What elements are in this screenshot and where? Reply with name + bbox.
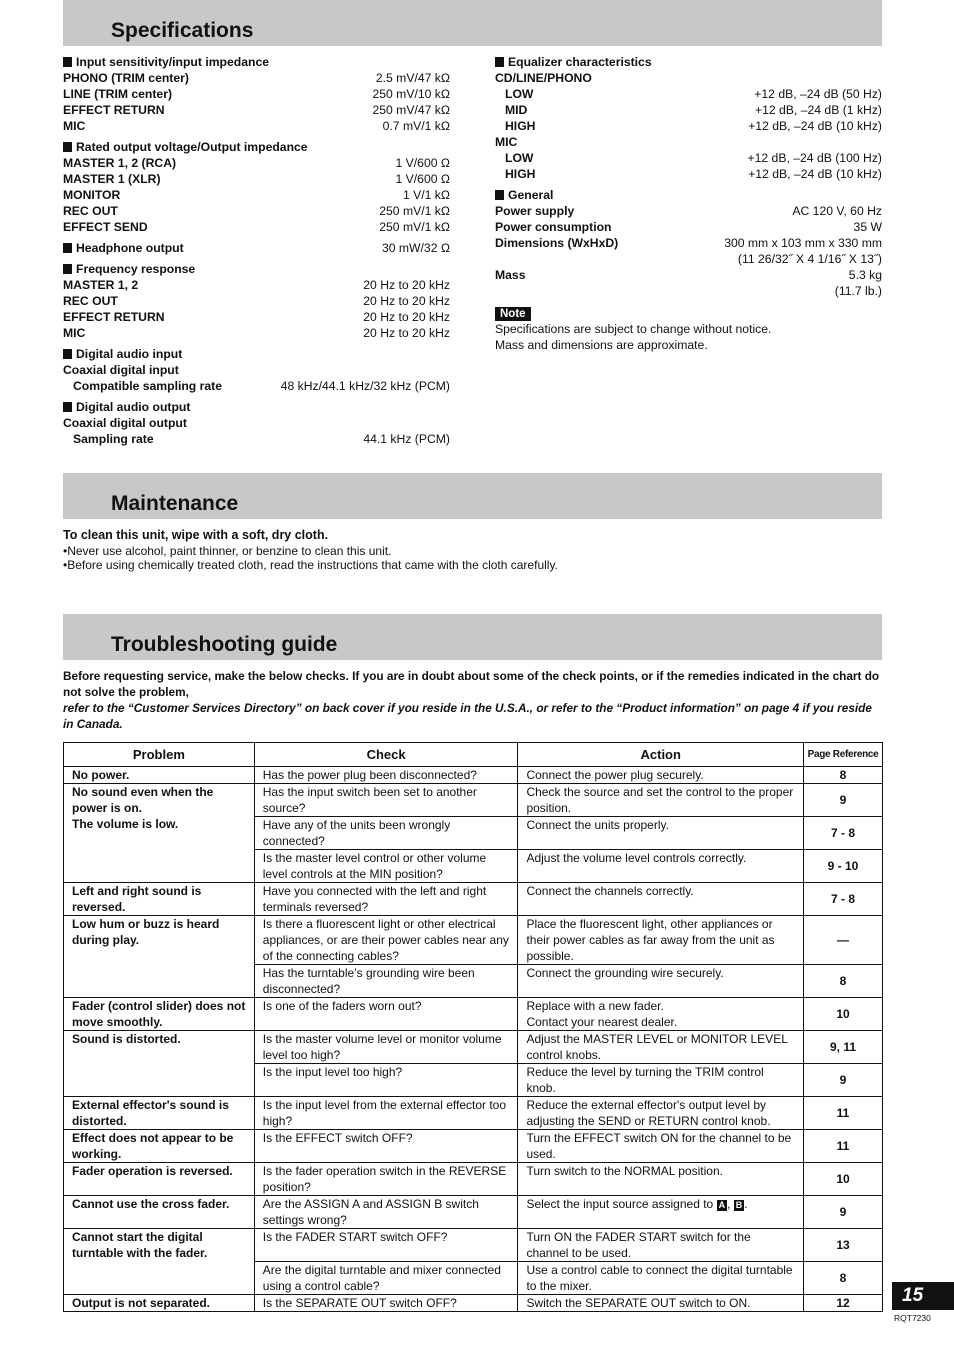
problem-text: Fader operation is reversed. (72, 1164, 233, 1178)
spec-row (63, 155, 450, 171)
spec-label: LOW (505, 87, 534, 101)
spec-label: EFFECT RETURN (63, 310, 165, 324)
action-text: Connect the units properly. (526, 818, 669, 832)
spec-label: Compatible sampling rate (73, 379, 222, 393)
spec-label: PHONO (TRIM center) (63, 71, 189, 85)
troubleshooting-band (63, 614, 882, 660)
header-page-reference: Page Reference (804, 743, 883, 767)
spec-row (63, 70, 450, 86)
problem-text: Low hum or buzz is heard during play. (72, 917, 220, 947)
spec-label: Coaxial digital input (63, 363, 179, 377)
spec-row (63, 102, 450, 118)
action-cell (518, 850, 804, 883)
spec-label: EFFECT RETURN (63, 103, 165, 117)
action-cell (518, 1229, 804, 1262)
bullet-square-icon (63, 142, 72, 152)
spec-value: 2.5 mV/47 kΩ (375, 71, 450, 85)
action-cell (518, 817, 804, 850)
spec-row (63, 86, 450, 102)
page-reference-cell: 9 - 10 (804, 850, 883, 883)
maintenance-band (63, 473, 882, 519)
spec-group-heading (495, 54, 882, 70)
spec-row (495, 166, 882, 182)
action-cell (518, 1130, 804, 1163)
action-text: Reduce the external effector's output level by adjusting the SEND or RETURN control knob. (526, 1098, 771, 1128)
problem-cell (64, 767, 255, 784)
problem-cell (64, 1031, 255, 1097)
spec-row (63, 203, 450, 219)
page-reference-cell: 7 - 8 (804, 883, 883, 916)
spec-value: 250 mV/1 kΩ (379, 204, 450, 218)
spec-row (63, 118, 450, 134)
spec-group-title: Frequency response (76, 262, 196, 276)
spec-group-title: Headphone output (76, 241, 184, 255)
action-text: Replace with a new fader. (526, 999, 664, 1013)
spec-group-heading (63, 54, 450, 70)
maintenance-lead: To clean this unit, wipe with a soft, dry cloth. (63, 528, 329, 542)
spec-value: 20 Hz to 20 kHz (363, 310, 450, 324)
spec-value: +12 dB, –24 dB (100 Hz) (747, 151, 882, 165)
page-reference-cell: 8 (804, 767, 883, 784)
spec-group-heading (63, 399, 450, 415)
spec-value: 20 Hz to 20 kHz (363, 294, 450, 308)
action-cell (518, 1262, 804, 1295)
table-row (64, 1163, 883, 1196)
action-text: Select the input source assigned to A , B . (526, 1197, 748, 1211)
spec-row (63, 309, 450, 325)
problem-text: Fader (control slider) does not move smoothly. (72, 999, 246, 1029)
spec-row (63, 431, 450, 447)
bullet-square-icon (63, 264, 72, 274)
spec-row (63, 325, 450, 341)
bullet-square-icon (495, 57, 504, 67)
page-reference-cell: 9 (804, 1064, 883, 1097)
spec-value: 300 mm x 103 mm x 330 mm (724, 236, 882, 250)
spec-label: MID (505, 103, 528, 117)
check-cell: Are the digital turntable and mixer connected using a control cable? (254, 1262, 518, 1295)
maintenance-text (63, 528, 558, 572)
problem-cell (64, 784, 255, 883)
spec-label: HIGH (505, 119, 536, 133)
spec-label: Mass (495, 268, 526, 282)
spec-row (63, 187, 450, 203)
problem-text: External effector's sound is distorted. (72, 1098, 229, 1128)
table-row (64, 1295, 883, 1312)
spec-label: REC OUT (63, 294, 118, 308)
intro-italic: refer to the “Customer Services Directory” on back cover if you reside in the U.S.A., or refer to the “Product information” on page 4 if you reside in Canada. (63, 701, 872, 731)
action-text: Turn switch to the NORMAL position. (526, 1164, 723, 1178)
header-action: Action (518, 743, 804, 767)
check-cell: Is one of the faders worn out? (254, 998, 518, 1031)
action-text: Place the fluorescent light, other appliances or their power cables as far away from the unit as possible. (526, 917, 775, 963)
problem-text: No power. (72, 768, 130, 782)
action-text: Adjust the volume level controls correctly. (526, 851, 747, 865)
action-cell (518, 1064, 804, 1097)
spec-row (63, 362, 450, 378)
action-text: Turn ON the FADER START switch for the channel to be used. (526, 1230, 751, 1260)
spec-group-heading (495, 187, 882, 203)
action-cell (518, 1295, 804, 1312)
spec-row (495, 219, 882, 235)
troubleshooting-title: Troubleshooting guide (111, 633, 338, 656)
note-line: Mass and dimensions are approximate. (495, 338, 708, 352)
spec-value: 35 W (853, 220, 882, 234)
action-text: Turn the EFFECT switch ON for the channel to be used. (526, 1131, 792, 1161)
spec-row (63, 277, 450, 293)
bullet-square-icon (63, 402, 72, 412)
problem-text: Output is not separated. (72, 1296, 211, 1310)
spec-group-title: Rated output voltage/Output impedance (76, 140, 308, 154)
action-cell (518, 916, 804, 965)
troubleshooting-intro (63, 668, 883, 732)
intro-text: Before requesting service, make the below checks. If you are in doubt about some of the check points, or if the remedies indicated in the chart do not solve the problem, (63, 669, 880, 699)
problem-text: Sound is distorted. (72, 1032, 181, 1046)
spec-value: 250 mV/10 kΩ (372, 87, 450, 101)
problem-text: Cannot use the cross fader. (72, 1197, 230, 1211)
action-text: Check the source and set the control to the proper position. (526, 785, 794, 815)
spec-row (495, 102, 882, 118)
spec-label: Sampling rate (73, 432, 154, 446)
spec-group-title: Digital audio input (76, 347, 183, 361)
spec-row (495, 70, 882, 86)
problem-text: No sound even when the power is on. (72, 785, 214, 815)
bullet-square-icon (495, 190, 504, 200)
spec-label: MASTER 1, 2 (63, 278, 139, 292)
check-cell: Are the ASSIGN A and ASSIGN B switch settings wrong? (254, 1196, 518, 1229)
action-cell (518, 965, 804, 998)
page-reference-cell: 11 (804, 1130, 883, 1163)
problem-cell (64, 1229, 255, 1295)
problem-cell (64, 1295, 255, 1312)
action-cell (518, 784, 804, 817)
spec-label: MIC (63, 119, 86, 133)
page-reference-cell: 10 (804, 998, 883, 1031)
check-cell: Is the master volume level or monitor volume level too high? (254, 1031, 518, 1064)
spec-row (495, 251, 882, 267)
table-row (64, 767, 883, 784)
assign-b-badge: B (735, 1200, 743, 1210)
spec-value: 1 V/600 Ω (395, 172, 450, 186)
table-header-row (64, 743, 883, 767)
problem-cell (64, 883, 255, 916)
spec-row (495, 283, 882, 299)
check-cell: Is there a fluorescent light or other electrical appliances, or are their power cables near any of the connecting cables? (254, 916, 518, 965)
spec-value: +12 dB, –24 dB (10 kHz) (748, 167, 882, 181)
spec-group-heading (63, 346, 450, 362)
spec-label: Coaxial digital output (63, 416, 187, 430)
bullet-square-icon (63, 349, 72, 359)
check-cell: Is the fader operation switch in the REVERSE position? (254, 1163, 518, 1196)
action-text: Adjust the MASTER LEVEL or MONITOR LEVEL control knobs. (526, 1032, 788, 1062)
page-number: 15 (892, 1282, 954, 1310)
action-cell (518, 1196, 804, 1229)
check-cell: Is the input level too high? (254, 1064, 518, 1097)
check-cell: Is the SEPARATE OUT switch OFF? (254, 1295, 518, 1312)
check-cell: Is the FADER START switch OFF? (254, 1229, 518, 1262)
problem-cell (64, 1097, 255, 1130)
specifications-band (63, 0, 882, 46)
spec-label: LINE (TRIM center) (63, 87, 173, 101)
page-reference-cell: 13 (804, 1229, 883, 1262)
page-reference-cell: 9 (804, 784, 883, 817)
problem-text: Cannot start the digital turntable with the fader. (72, 1230, 208, 1260)
spec-group-heading (63, 240, 450, 256)
action-text: Connect the power plug securely. (526, 768, 704, 782)
check-cell: Is the input level from the external effector too high? (254, 1097, 518, 1130)
spec-value: +12 dB, –24 dB (10 kHz) (748, 119, 882, 133)
table-row (64, 1097, 883, 1130)
spec-value: 0.7 mV/1 kΩ (382, 119, 450, 133)
spec-row (495, 134, 882, 150)
spec-right-column (495, 54, 882, 353)
check-cell: Has the input switch been set to another source? (254, 784, 518, 817)
spec-row (495, 235, 882, 251)
action-cell (518, 1163, 804, 1196)
table-row (64, 1196, 883, 1229)
check-cell: Has the power plug been disconnected? (254, 767, 518, 784)
spec-value: (11.7 lb.) (834, 284, 882, 298)
table-row (64, 998, 883, 1031)
spec-value: 44.1 kHz (PCM) (363, 432, 450, 446)
table-row (64, 1031, 883, 1064)
spec-group-title: Equalizer characteristics (508, 55, 652, 69)
spec-value: (11 26/32˝ X 4 1/16˝ X 13˝) (737, 252, 882, 266)
action-cell (518, 998, 804, 1031)
spec-label: CD/LINE/PHONO (495, 71, 592, 85)
spec-value: 20 Hz to 20 kHz (363, 326, 450, 340)
action-text: Connect the channels correctly. (526, 884, 694, 898)
maintenance-title: Maintenance (111, 492, 239, 515)
specifications-title: Specifications (111, 19, 254, 42)
header-check: Check (254, 743, 518, 767)
spec-row (63, 378, 450, 394)
spec-value: 1 V/600 Ω (395, 156, 450, 170)
spec-left-column (63, 54, 450, 447)
maintenance-bullet: •Before using chemically treated cloth, read the instructions that came with the cloth carefully. (63, 558, 558, 572)
problem-text: The volume is low. (72, 817, 179, 831)
action-text: Use a control cable to connect the digital turntable to the mixer. (526, 1263, 793, 1293)
spec-value: AC 120 V, 60 Hz (792, 204, 882, 218)
table-row (64, 1130, 883, 1163)
header-problem: Problem (64, 743, 255, 767)
problem-cell (64, 916, 255, 998)
spec-value: 1 V/1 kΩ (402, 188, 450, 202)
page-reference-cell: 7 - 8 (804, 817, 883, 850)
spec-group-title: General (508, 188, 554, 202)
check-cell: Has the turntable’s grounding wire been disconnected? (254, 965, 518, 998)
spec-label: Power consumption (495, 220, 612, 234)
action-text: Switch the SEPARATE OUT switch to ON. (526, 1296, 751, 1310)
spec-label: HIGH (505, 167, 536, 181)
table-row (64, 916, 883, 965)
spec-label: MIC (495, 135, 518, 149)
problem-text: Left and right sound is reversed. (72, 884, 202, 914)
spec-row (495, 203, 882, 219)
action-cell (518, 883, 804, 916)
spec-group-heading (63, 139, 450, 155)
spec-row (495, 150, 882, 166)
page-reference-cell: 11 (804, 1097, 883, 1130)
spec-label: REC OUT (63, 204, 118, 218)
document-code: RQT7230 (894, 1313, 931, 1323)
bullet-square-icon (63, 57, 72, 67)
spec-label: MASTER 1, 2 (RCA) (63, 156, 177, 170)
spec-group-title: Input sensitivity/input impedance (76, 55, 269, 69)
spec-value: 20 Hz to 20 kHz (363, 278, 450, 292)
spec-label: MONITOR (63, 188, 121, 202)
spec-value: 5.3 kg (848, 268, 882, 282)
spec-row (63, 171, 450, 187)
action-cell (518, 1031, 804, 1064)
spec-row (495, 267, 882, 283)
spec-value: 48 kHz/44.1 kHz/32 kHz (PCM) (280, 379, 450, 393)
action-text: Reduce the level by turning the TRIM control knob. (526, 1065, 764, 1095)
problem-cell (64, 1130, 255, 1163)
problem-text: Effect does not appear to be working. (72, 1131, 234, 1161)
note-line: Specifications are subject to change without notice. (495, 322, 772, 336)
page-reference-cell: — (804, 916, 883, 965)
spec-value: +12 dB, –24 dB (50 Hz) (754, 87, 882, 101)
maintenance-bullet: •Never use alcohol, paint thinner, or benzine to clean this unit. (63, 544, 392, 558)
table-row (64, 784, 883, 817)
action-cell (518, 1097, 804, 1130)
spec-label: Dimensions (WxHxD) (495, 236, 619, 250)
check-cell: Is the EFFECT switch OFF? (254, 1130, 518, 1163)
action-cell (518, 767, 804, 784)
spec-row (63, 293, 450, 309)
problem-cell (64, 998, 255, 1031)
spec-value: 250 mV/1 kΩ (379, 220, 450, 234)
note-label: Note (495, 307, 531, 321)
spec-label: MIC (63, 326, 86, 340)
check-cell: Is the master level control or other volume level controls at the MIN position? (254, 850, 518, 883)
table-row (64, 883, 883, 916)
page-reference-cell: 8 (804, 1262, 883, 1295)
action-text: Connect the grounding wire securely. (526, 966, 724, 980)
page-reference-cell: 12 (804, 1295, 883, 1312)
spec-label: LOW (505, 151, 534, 165)
page-reference-cell: 9 (804, 1196, 883, 1229)
spec-value: 250 mV/47 kΩ (372, 103, 450, 117)
assign-a-badge: A (718, 1200, 726, 1210)
spec-row (63, 415, 450, 431)
action-text: Contact your nearest dealer. (526, 1015, 678, 1029)
problem-cell (64, 1163, 255, 1196)
table-row (64, 1229, 883, 1262)
page-reference-cell: 8 (804, 965, 883, 998)
check-cell: Have you connected with the left and right terminals reversed? (254, 883, 518, 916)
bullet-square-icon (63, 243, 72, 253)
spec-label: Power supply (495, 204, 575, 218)
troubleshooting-table (63, 742, 883, 1312)
spec-value: 30 mW/32 Ω (381, 241, 450, 255)
spec-row (495, 118, 882, 134)
spec-label: MASTER 1 (XLR) (63, 172, 161, 186)
page-reference-cell: 9, 11 (804, 1031, 883, 1064)
problem-cell (64, 1196, 255, 1229)
spec-value: +12 dB, –24 dB (1 kHz) (754, 103, 882, 117)
spec-row (495, 86, 882, 102)
page-reference-cell: 10 (804, 1163, 883, 1196)
check-cell: Have any of the units been wrongly connected? (254, 817, 518, 850)
spec-group-title: Digital audio output (76, 400, 191, 414)
spec-group-heading (63, 261, 450, 277)
spec-label: EFFECT SEND (63, 220, 148, 234)
spec-row (63, 219, 450, 235)
